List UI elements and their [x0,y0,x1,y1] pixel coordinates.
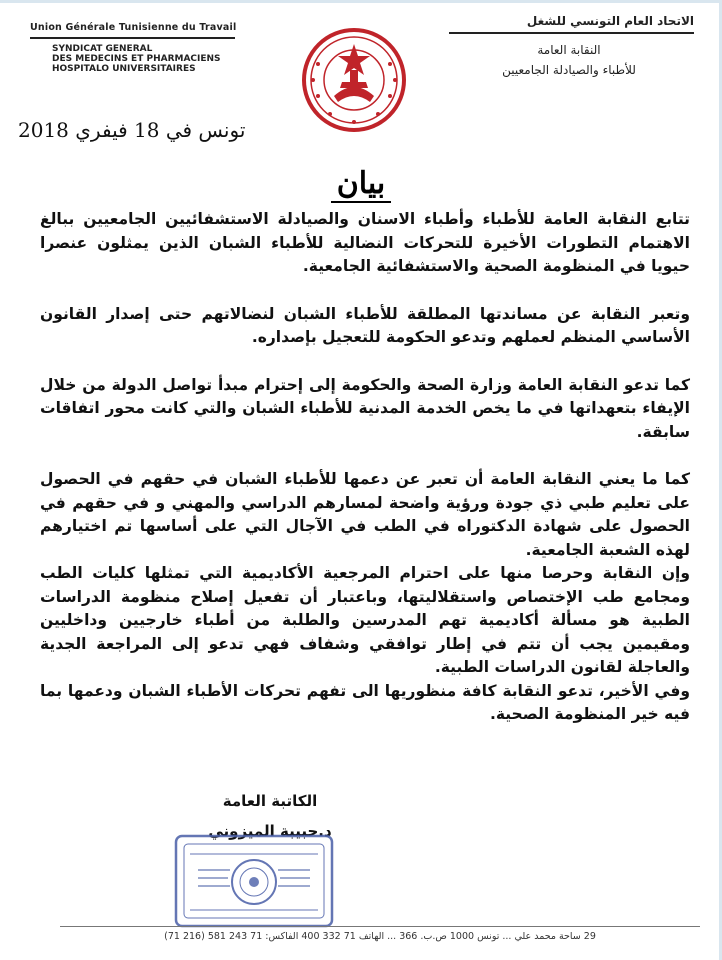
header-divider-left [30,37,235,39]
signatory-role: الكاتبة العامة [222,792,318,810]
footer-divider [60,926,700,927]
header-divider-right [449,32,694,34]
paragraph-1: تتابع النقابة العامة للأطباء وأطباء الاسنان والصيادلة الاستشفائيين الجامعيين ببالغ الاهتمام التطورات الأخيرة للتحركات النضالية للأطباء الشبان الذين يمثلون عنصرا حيويا في المنظومة الصحية والاستشفائية الجامعية. [40,210,690,275]
syndicate-name-ar-2: للأطباء والصيادلة الجامعيين [502,62,636,77]
paragraph-6: وفي الأخير، تدعو النقابة كافة منظوريها الى تفهم تحركات الأطباء الشبان ودعمها بما فيه خير المنظومة الصحية. [40,681,690,723]
header-french [30,22,240,74]
syndicate-name-ar-1: النقابة العامة [537,42,601,57]
letter-date: تونس في 18 فيفري 2018 [18,118,246,142]
footer-address: 29 ساحة محمد علي ... تونس 1000 ص.ب. 366 ... الهاتف 71 332 400 الفاكس: 71 243 581 (216 71) [164,931,596,942]
official-stamp-icon [170,830,338,930]
ugtt-logo-icon [298,24,410,136]
statement-title [0,166,722,201]
paragraph-3: كما تدعو النقابة العامة وزارة الصحة والحكومة إلى إحترام مبدأ تواصل الدولة من خلال الإيفاء بتعهداتها في ما يخص الخدمة المدنية للأطباء الشبان والتي كانت محور اتفاقات سابقة. [40,375,690,441]
paragraph-4: كما ما يعني النقابة العامة أن تعبر عن دعمها للأطباء الشبان في حقهم في الحصول على تعليم طبي ذي جودة ورؤية واضحة لمسارهم الدراسي والمهني و في حقهم في الحصول على شهادة الدكتوراه في الطب في الآجال التي على أساسها تم اختيارهم لهذه الشعبة الجامعية. [40,470,690,559]
syndicat-line-2: DES MEDECINS ET PHARMACIENS [52,53,221,64]
header-arabic [444,14,694,80]
signatory-name: د.حبيبة الميزوني [208,822,332,840]
page-edge-top [0,0,722,3]
statement-title-text: بيان [331,166,392,203]
paragraph-5: وإن النقابة وحرصا منها على احترام المرجعية الأكاديمية التي تمثلها كليات الطب ومجامع طب الإختصاص واستقلاليتها، وباعتبار أن تفعيل إصلاح منظومة الدراسات الطبية هو مسألة أكاديمية تهم المدرسين والطلبة من أطباء خارجيين وداخليين ومقيمين يجب أن تتم في إطار توافقي وشفاف فهي تدعو إلى المراجعة الجدية والعاجلة لقانون الدراسات الطبية. [40,564,690,676]
union-name-ar: الاتحاد العام التونسي للشغل [526,14,694,28]
paragraph-2: وتعبر النقابة عن مساندتها المطلقة للأطباء الشبان لنضالاتهم حتى إصدار القانون الأساسي المنظم لعملهم وتدعو الحكومة للتعجيل بإصداره. [40,304,690,346]
syndicat-line-1: SYNDICAT GENERAL [52,43,153,54]
syndicat-line-3: HOSPITALO UNIVERSITAIRES [52,63,196,74]
union-name-fr: Union Générale Tunisienne du Travail [30,22,237,33]
statement-body [40,208,690,727]
